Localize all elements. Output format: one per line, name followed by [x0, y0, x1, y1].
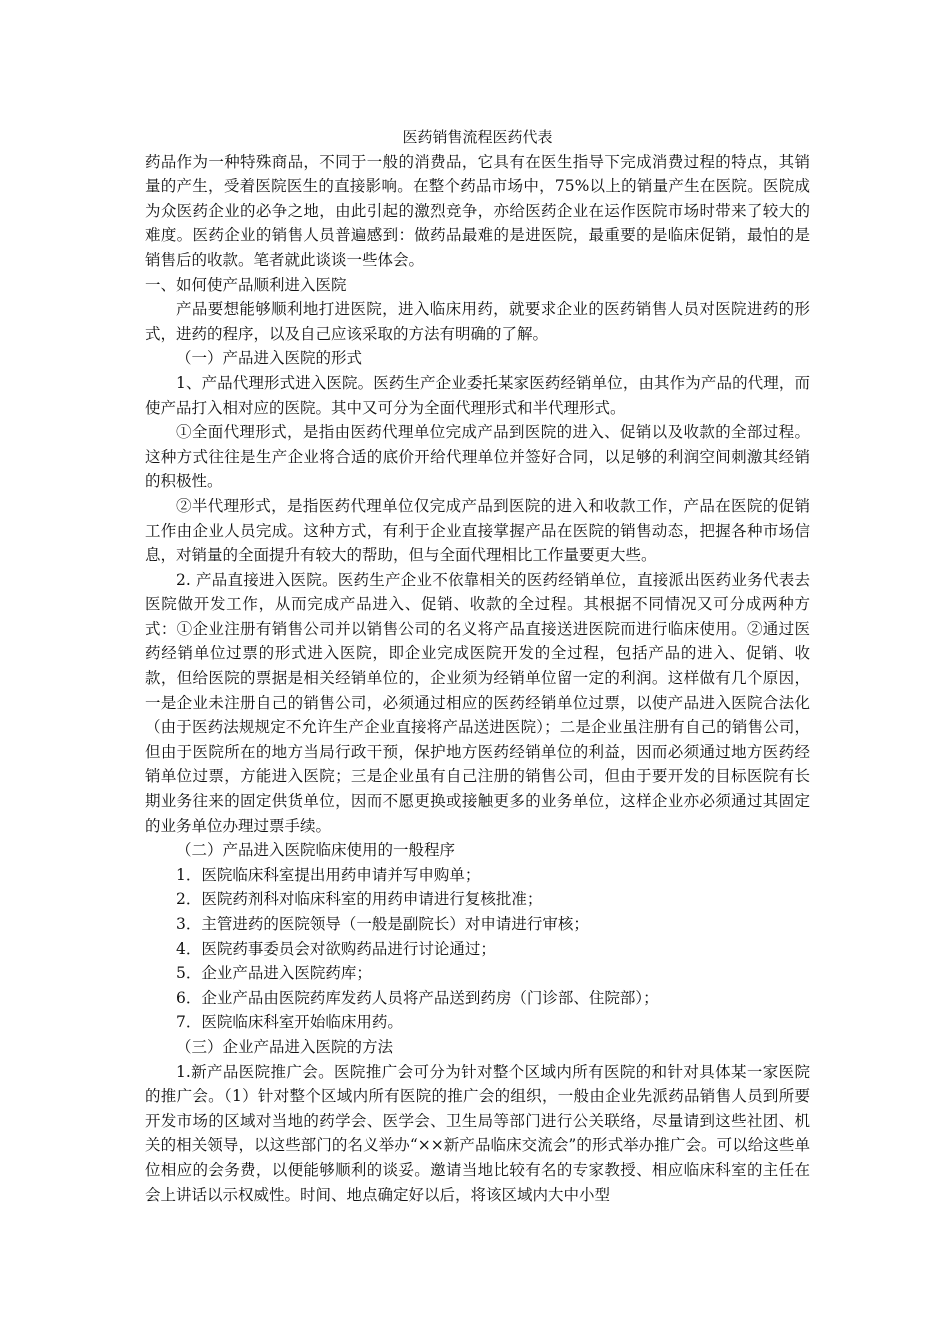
list-item: 5．企业产品进入医院药库；	[176, 964, 372, 983]
list-item: 7．医院临床科室开始临床用药。	[176, 1013, 403, 1032]
subsection-3-paragraph-1: 1.新产品医院推广会。医院推广会可分为针对整个区域内所有医院的和针对具体某一家医院的推广会。（1）针对整个区域内所有医院的推广会的组织，一般由企业先派药品销售人员到所要开发市场的区域对当地的药学会、医学会、卫生局等部门进行公关联络，尽量请到这些社团、机关的相关领导，以这些部门的名义举办“××新产品临床交流会”的形式举办推广会。可以给这些单位相应的会务费，以便能够顺利的谈妥。邀请当地比较有名的专家教授、相应临床科室的主任在会上讲话以示权威性。时间、地点确定好以后，将该区域内大中小型	[145, 1062, 810, 1204]
section-heading-1: 一、如何使产品顺利进入医院	[145, 275, 347, 294]
subsection-heading-3: （三）企业产品进入医院的方法	[176, 1037, 394, 1056]
list-item: 2．医院药剂科对临床科室的用药申请进行复核批准；	[176, 890, 543, 909]
subsection-1-paragraph-4: 2. 产品直接进入医院。医药生产企业不依靠相关的医药经销单位，直接派出医药业务代表去医院做开发工作，从而完成产品进入、促销、收款的全过程。其根据不同情况又可分成两种方式：①企业注册有销售公司并以销售公司的名义将产品直接送进医院而进行临床使用。②通过医药经销单位过票的形式进入医院，即企业完成医院开发的全过程，包括产品的进入、促销、收款，但给医院的票据是相关经销单位的，企业须为经销单位留一定的利润。这样做有几个原因，一是企业未注册自己的销售公司，必须通过相应的医药经销单位过票，以使产品进入医院合法化（由于医药法规规定不允许生产企业直接将产品送进医院）；二是企业虽注册有自己的销售公司，但由于医院所在的地方当局行政干预，保护地方医药经销单位的利益，因而必须通过地方医药经销单位过票，方能进入医院；三是企业虽有自己注册的销售公司，但由于要开发的目标医院有长期业务往来的固定供货单位，因而不愿更换或接触更多的业务单位，这样企业亦必须通过其固定的业务单位办理过票手续。	[145, 570, 810, 835]
subsection-1-paragraph-2: ①全面代理形式，是指由医药代理单位完成产品到医院的进入、促销以及收款的全部过程。这种方式往往是生产企业将合适的底价开给代理单位并签好合同，以足够的利润空间刺激其经销的积极性。	[145, 423, 810, 491]
intro-paragraph: 药品作为一种特殊商品，不同于一般的消费品，它具有在医生指导下完成消费过程的特点，其销量的产生，受着医院医生的直接影响。在整个药品市场中，75%以上的销量产生在医院。医院成为众医药企业的必争之地，由此引起的激烈竞争，亦给医药企业在运作医院市场时带来了较大的难度。医药企业的销售人员普遍感到：做药品最难的是进医院，最重要的是临床促销，最怕的是销售后的收款。笔者就此谈谈一些体会。	[145, 152, 810, 269]
list-item: 3．主管进药的医院领导（一般是副院长）对申请进行审核；	[176, 915, 589, 933]
list-item: 1．医院临床科室提出用药申请并写申购单；	[176, 865, 481, 884]
subsection-1-paragraph-1: 1、产品代理形式进入医院。医药生产企业委托某家医药经销单位，由其作为产品的代理，而使产品打入相对应的医院。其中又可分为全面代理形式和半代理形式。	[145, 373, 810, 417]
subsection-heading-2: （二）产品进入医院临床使用的一般程序	[176, 841, 456, 860]
subsection-1-paragraph-3: ②半代理形式，是指医药代理单位仅完成产品到医院的进入和收款工作，产品在医院的促销工作由企业人员完成。这种方式，有利于企业直接掌握产品在医院的销售动态，把握各种市场信息，对销量的全面提升有较大的帮助，但与全面代理相比工作量要更大些。	[145, 496, 810, 565]
document-page	[145, 125, 810, 1207]
document-title: 医药销售流程医药代表	[402, 128, 553, 146]
subsection-heading-1: （一）产品进入医院的形式	[176, 349, 363, 368]
list-item: 4．医院药事委员会对欲购药品进行讨论通过；	[176, 939, 496, 958]
section-1-paragraph: 产品要想能够顺利地打进医院，进入临床用药，就要求企业的医药销售人员对医院进药的形式，进药的程序，以及自己应该采取的方法有明确的了解。	[145, 300, 810, 343]
list-item: 6．企业产品由医院药库发药人员将产品送到药房（门诊部、住院部）；	[176, 988, 659, 1007]
